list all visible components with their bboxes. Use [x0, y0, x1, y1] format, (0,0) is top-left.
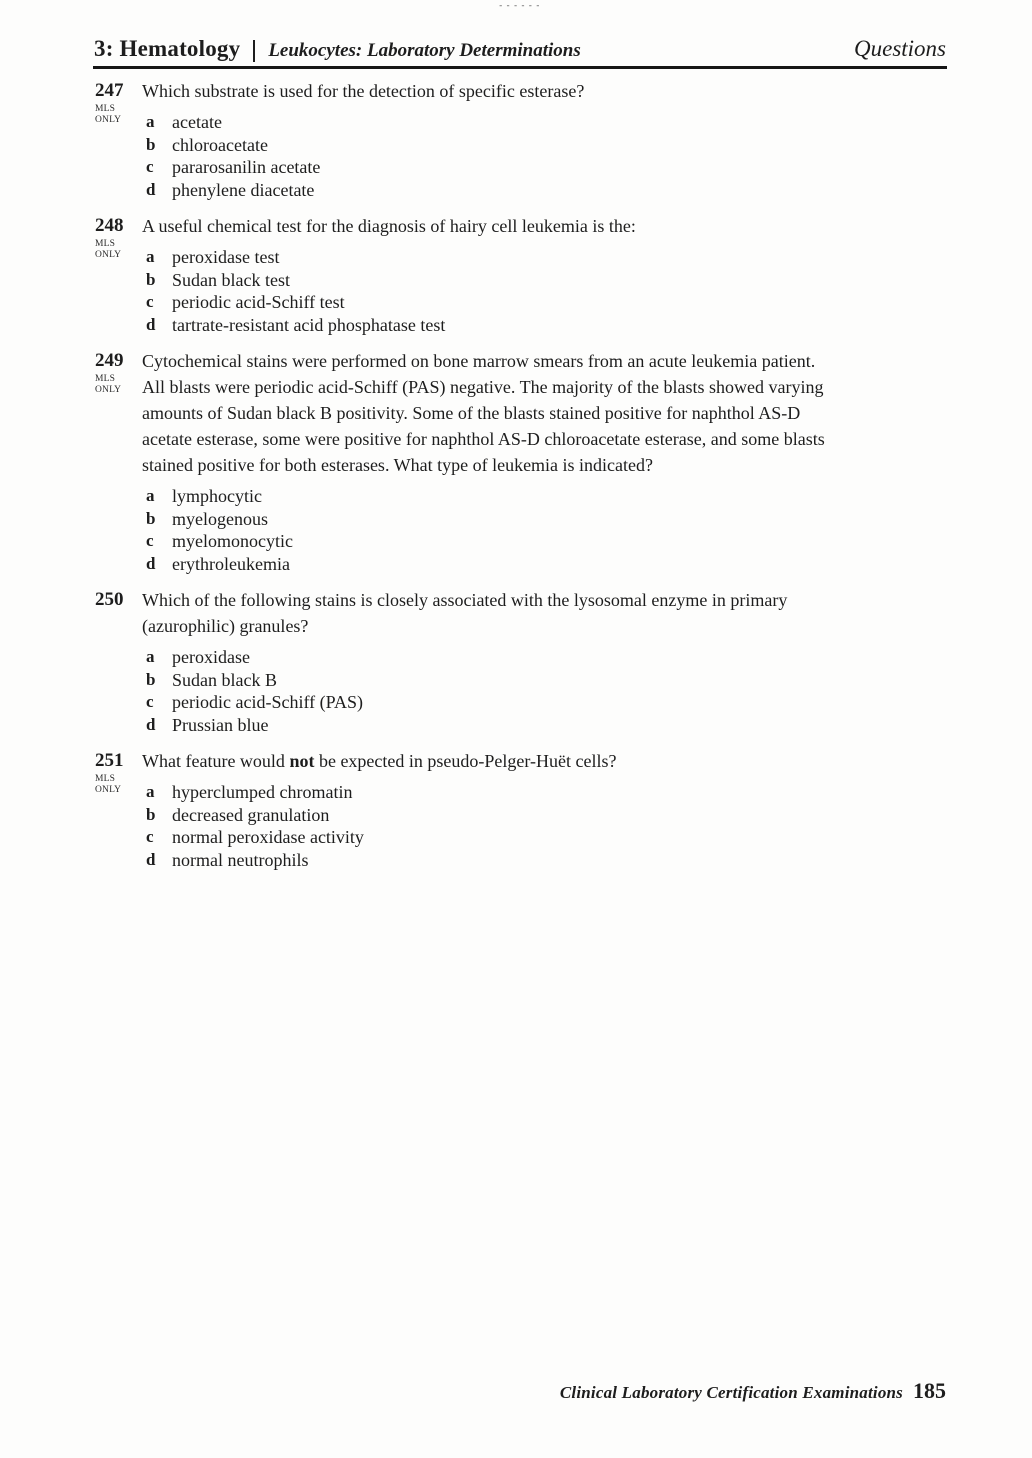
option-text: pararosanilin acetate — [172, 157, 321, 177]
option-row — [146, 179, 947, 202]
question-text-line: Which of the following stains is closely associated with the lysosomal enzyme in primary — [142, 590, 788, 610]
question-block — [95, 213, 947, 336]
option-row — [146, 111, 947, 134]
option-text: acetate — [172, 112, 222, 132]
option-text: erythroleukemia — [172, 553, 290, 574]
option-text: myelomonocytic — [172, 531, 293, 551]
option-letter: b — [146, 269, 156, 289]
option-row — [146, 269, 947, 292]
options-list — [142, 781, 947, 871]
option-text: tartrate-resistant acid phosphatase test — [172, 314, 446, 335]
questions-list — [95, 78, 947, 883]
options-list — [142, 485, 947, 575]
option-letter: b — [146, 804, 156, 824]
option-row — [146, 826, 947, 849]
option-text: Sudan black test — [172, 269, 290, 290]
option-letter: c — [146, 157, 154, 176]
option-text: periodic acid-Schiff (PAS) — [172, 692, 363, 712]
question-text-segment: What feature would — [142, 751, 290, 771]
page-footer — [560, 1378, 946, 1404]
option-row — [146, 314, 947, 337]
option-letter: a — [146, 112, 155, 131]
option-letter: c — [146, 692, 154, 711]
question-margin-column — [95, 748, 142, 871]
option-letter: a — [146, 247, 155, 266]
mls-only-tag: ONLY — [95, 385, 122, 395]
question-number: 248 — [95, 215, 124, 236]
question-text-line: stained positive for both esterases. What type of leukemia is indicated? — [142, 455, 654, 475]
option-text: normal neutrophils — [172, 849, 309, 870]
question-text-segment: be expected in pseudo-Pelger-Huët cells? — [314, 751, 617, 771]
option-row — [146, 156, 947, 179]
scan-registration-mark: ------ — [498, 1, 543, 11]
question-body — [142, 348, 947, 575]
mls-only-tag: MLS — [95, 104, 116, 114]
option-row — [146, 804, 947, 827]
question-text-line: A useful chemical test for the diagnosis of hairy cell leukemia is the: — [142, 216, 636, 236]
page-header — [94, 36, 946, 62]
question-text-segment: not — [289, 751, 315, 771]
option-letter: d — [146, 849, 156, 869]
option-row — [146, 714, 947, 737]
mls-only-tag: ONLY — [95, 115, 122, 125]
option-letter: d — [146, 553, 156, 573]
option-text: peroxidase test — [172, 247, 280, 267]
question-margin-column — [95, 78, 142, 201]
mls-only-tag: MLS — [95, 774, 116, 784]
option-text: Prussian blue — [172, 714, 269, 735]
question-text-line: All blasts were periodic acid-Schiff (PAS) negative. The majority of the blasts showed varying — [142, 377, 824, 397]
option-row — [146, 691, 947, 714]
question-text-line: acetate esterase, some were positive for naphthol AS-D chloroacetate esterase, and some blasts — [142, 429, 825, 449]
option-text: chloroacetate — [172, 134, 268, 155]
options-list — [142, 646, 947, 736]
question-number: 251 — [95, 750, 124, 771]
question-body — [142, 748, 947, 871]
question-block — [95, 587, 947, 736]
question-block — [95, 348, 947, 575]
option-letter: b — [146, 508, 156, 528]
option-row — [146, 553, 947, 576]
option-text: myelogenous — [172, 508, 268, 529]
option-letter: d — [146, 179, 156, 199]
option-text: lymphocytic — [172, 486, 262, 506]
mls-only-tag: ONLY — [95, 250, 122, 260]
option-letter: b — [146, 669, 156, 689]
page-type-label: Questions — [854, 36, 946, 61]
question-margin-column — [95, 213, 142, 336]
option-letter: c — [146, 292, 154, 311]
question-text-line: Which substrate is used for the detection of specific esterase? — [142, 81, 585, 101]
option-row — [146, 134, 947, 157]
mls-only-tag: MLS — [95, 374, 116, 384]
mls-only-tag: MLS — [95, 239, 116, 249]
option-row — [146, 646, 947, 669]
question-body — [142, 78, 947, 201]
option-letter: a — [146, 782, 155, 801]
option-letter: d — [146, 714, 156, 734]
option-text: peroxidase — [172, 647, 250, 667]
option-row — [146, 669, 947, 692]
question-text-line: (azurophilic) granules? — [142, 616, 309, 636]
question-block — [95, 748, 947, 871]
option-letter: a — [146, 486, 155, 505]
options-list — [142, 111, 947, 201]
question-block — [95, 78, 947, 201]
option-row — [146, 291, 947, 314]
option-text: phenylene diacetate — [172, 179, 315, 200]
chapter-title: 3: Hematology — [94, 36, 241, 61]
question-text-line: amounts of Sudan black B positivity. Some of the blasts stained positive for naphthol AS-D — [142, 403, 801, 423]
question-margin-column — [95, 587, 142, 736]
option-row — [146, 530, 947, 553]
question-number: 247 — [95, 80, 124, 101]
option-text: periodic acid-Schiff test — [172, 292, 345, 312]
footer-page-number: 185 — [913, 1378, 946, 1403]
question-body — [142, 587, 947, 736]
option-text: decreased granulation — [172, 804, 330, 825]
question-text-line — [142, 748, 947, 774]
option-row — [146, 485, 947, 508]
option-letter: c — [146, 827, 154, 846]
option-row — [146, 849, 947, 872]
option-letter: c — [146, 531, 154, 550]
footer-book-title: Clinical Laboratory Certification Examinations — [559, 1383, 903, 1402]
option-row — [146, 246, 947, 269]
option-letter: b — [146, 134, 156, 154]
option-row — [146, 508, 947, 531]
question-text-line: Cytochemical stains were performed on bone marrow smears from an acute leukemia patient. — [142, 351, 816, 371]
question-margin-column — [95, 348, 142, 575]
question-number: 249 — [95, 350, 124, 371]
header-rule — [93, 66, 947, 69]
option-row — [146, 781, 947, 804]
option-text: Sudan black B — [172, 669, 277, 690]
question-body — [142, 213, 947, 336]
question-number: 250 — [95, 589, 124, 610]
option-letter: d — [146, 314, 156, 334]
options-list — [142, 246, 947, 336]
option-text: normal peroxidase activity — [172, 827, 364, 847]
option-letter: a — [146, 647, 155, 666]
option-text: hyperclumped chromatin — [172, 782, 353, 802]
mls-only-tag: ONLY — [95, 785, 122, 795]
section-title: Leukocytes: Laboratory Determinations — [253, 40, 580, 62]
